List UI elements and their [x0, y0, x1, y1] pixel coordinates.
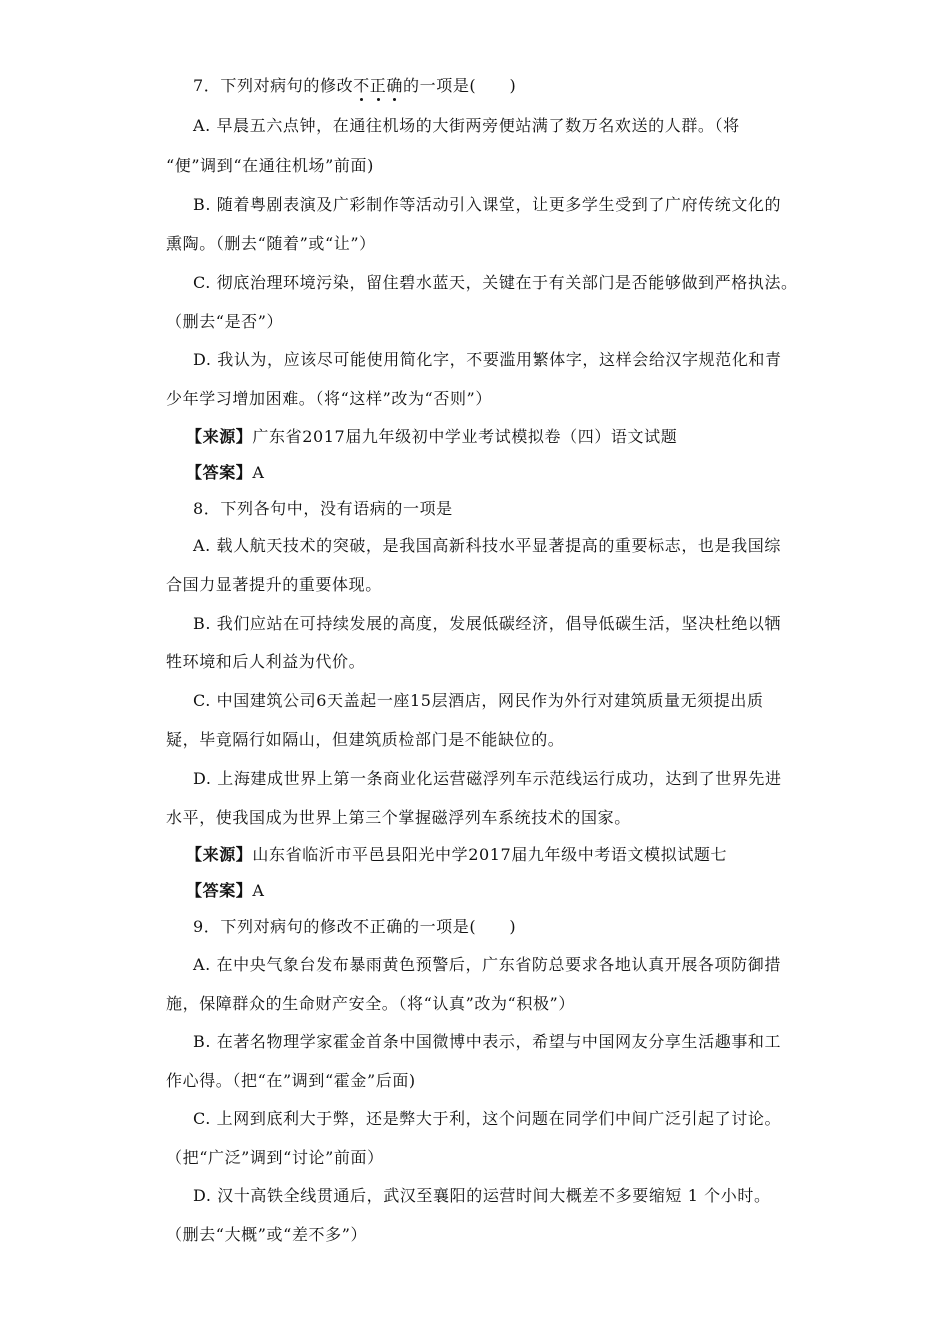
q9-option-d-line2: （删去“大概”或“差不多”）	[166, 1225, 368, 1244]
question-7-stem-tail: 的一项是( )	[403, 76, 517, 95]
q7-option-c-line2: （删去“是否”）	[166, 312, 284, 331]
question-9-stem: 9．下列对病句的修改不正确的一项是( )	[193, 917, 517, 936]
q7-option-b-line1: B. 随着粤剧表演及广彩制作等活动引入课堂，让更多学生受到了广府传统文化的	[193, 195, 782, 214]
q7-option-a-line2: “便”调到“在通往机场”前面)	[166, 156, 374, 175]
q7-option-d-line2: 少年学习增加困难。（将“这样”改为“否则”）	[166, 389, 492, 408]
q8-option-d-line2: 水平，使我国成为世界上第三个掌握磁浮列车系统技术的国家。	[166, 808, 631, 827]
q8-option-b-line1: B. 我们应站在可持续发展的高度，发展低碳经济，倡导低碳生活，坚决杜绝以牺	[193, 614, 782, 633]
q9-option-c-line2: （把“广泛”调到“讨论”前面）	[166, 1148, 384, 1167]
q9-option-a-line2: 施，保障群众的生命财产安全。（将“认真”改为“积极”）	[166, 994, 575, 1013]
q9-option-a-line1: A. 在中央气象台发布暴雨黄色预警后，广东省防总要求各地认真开展各项防御措	[193, 955, 781, 974]
answer-tag: 【答案】	[186, 463, 253, 482]
emphasis-char: 正	[369, 76, 387, 95]
source-text: 广东省2017届九年级初中学业考试模拟卷（四）语文试题	[252, 427, 678, 446]
q8-option-c-line2: 疑，毕竟隔行如隔山，但建筑质检部门是不能缺位的。	[166, 730, 565, 749]
q7-option-b-line2: 熏陶。（删去“随着”或“让”）	[166, 234, 376, 253]
question-7-stem-text: 7．下列对病句的修改	[193, 76, 354, 95]
q9-option-b-line1: B. 在著名物理学家霍金首条中国微博中表示，希望与中国网友分享生活趣事和工	[193, 1032, 782, 1051]
q7-option-a-line1: A. 早晨五六点钟，在通往机场的大街两旁便站满了数万名欢送的人群。（将	[193, 116, 740, 135]
q8-option-a-line1: A. 载人航天技术的突破，是我国高新科技水平显著提高的重要标志，也是我国综	[193, 536, 781, 555]
q7-option-d-line1: D. 我认为，应该尽可能使用简化字，不要滥用繁体字，这样会给汉字规范化和青	[193, 350, 782, 369]
q8-option-c-line1: C. 中国建筑公司6天盖起一座15层酒店，网民作为外行对建筑质量无须提出质	[193, 691, 764, 710]
q8-option-a-line2: 合国力显著提升的重要体现。	[166, 575, 382, 594]
question-7-stem	[193, 76, 516, 96]
answer-tag: 【答案】	[186, 881, 253, 900]
emphasis-char: 确	[386, 76, 404, 95]
q7-option-c-line1: C. 彻底治理环境污染，留住碧水蓝天，关键在于有关部门是否能够做到严格执法。	[193, 273, 798, 292]
source-tag: 【来源】	[186, 845, 253, 864]
q8-option-d-line1: D. 上海建成世界上第一条商业化运营磁浮列车示范线运行成功，达到了世界先进	[193, 769, 782, 788]
q9-option-b-line2: 作心得。（把“在”调到“霍金”后面)	[166, 1071, 416, 1090]
emphasis-char: 不	[353, 76, 370, 95]
answer-text: A	[252, 881, 265, 900]
q9-option-c-line1: C. 上网到底利大于弊，还是弊大于利，这个问题在同学们中间广泛引起了讨论。	[193, 1109, 782, 1128]
q8-source	[186, 845, 727, 865]
q8-option-b-line2: 牲环境和后人利益为代价。	[166, 652, 366, 671]
q8-answer	[186, 881, 265, 901]
source-tag: 【来源】	[186, 427, 253, 446]
question-8-stem: 8．下列各句中，没有语病的一项是	[193, 499, 453, 518]
answer-text: A	[252, 463, 265, 482]
q9-option-d-line1: D. 汉十高铁全线贯通后，武汉至襄阳的运营时间大概差不多要缩短 1 个小时。	[193, 1186, 771, 1205]
source-text: 山东省临沂市平邑县阳光中学2017届九年级中考语文模拟试题七	[252, 845, 728, 864]
q7-source	[186, 427, 677, 447]
q7-answer	[186, 463, 265, 483]
